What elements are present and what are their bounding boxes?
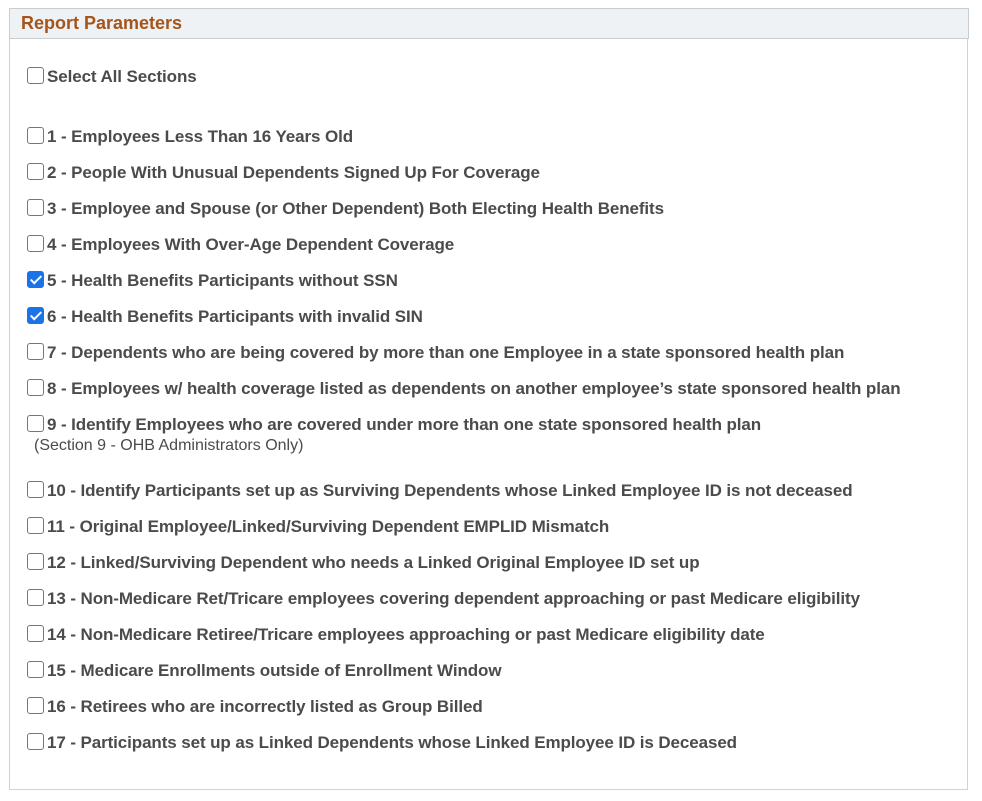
- section-row-17[interactable]: [27, 732, 737, 754]
- section-6-label[interactable]: 6 - Health Benefits Participants with invalid SIN: [47, 307, 423, 326]
- section-4-label[interactable]: 4 - Employees With Over-Age Dependent Coverage: [47, 235, 455, 254]
- select-all-row[interactable]: [27, 66, 197, 88]
- section-row-2[interactable]: [27, 162, 540, 184]
- select-all-label[interactable]: Select All Sections: [47, 67, 197, 86]
- section-2-checkbox[interactable]: [27, 163, 44, 180]
- section-16-checkbox[interactable]: [27, 697, 44, 714]
- section-row-11[interactable]: [27, 516, 609, 538]
- select-all-checkbox[interactable]: [27, 67, 44, 84]
- section-row-6[interactable]: [27, 306, 423, 328]
- section-9-checkbox[interactable]: [27, 415, 44, 432]
- section-7-checkbox[interactable]: [27, 343, 44, 360]
- section-15-label[interactable]: 15 - Medicare Enrollments outside of Enrollment Window: [47, 661, 502, 680]
- section-11-label[interactable]: 11 - Original Employee/Linked/Surviving Dependent EMPLID Mismatch: [47, 517, 610, 536]
- section-row-3[interactable]: [27, 198, 664, 220]
- section-4-checkbox[interactable]: [27, 235, 44, 252]
- section-10-label[interactable]: 10 - Identify Participants set up as Surviving Dependents whose Linked Employee ID is not deceased: [47, 481, 853, 500]
- section-7-label[interactable]: 7 - Dependents who are being covered by more than one Employee in a state sponsored health plan: [47, 343, 845, 362]
- section-14-checkbox[interactable]: [27, 625, 44, 642]
- section-12-label[interactable]: 12 - Linked/Surviving Dependent who needs a Linked Original Employee ID set up: [47, 553, 700, 572]
- section-14-label[interactable]: 14 - Non-Medicare Retiree/Tricare employees approaching or past Medicare eligibility date: [47, 625, 765, 644]
- section-3-checkbox[interactable]: [27, 199, 44, 216]
- section-1-label[interactable]: 1 - Employees Less Than 16 Years Old: [47, 127, 354, 146]
- section-row-4[interactable]: [27, 234, 454, 256]
- section-17-label[interactable]: 17 - Participants set up as Linked Dependents whose Linked Employee ID is Deceased: [47, 733, 737, 752]
- section-row-10[interactable]: [27, 480, 852, 502]
- section-row-5[interactable]: [27, 270, 398, 292]
- section-row-12[interactable]: [27, 552, 700, 574]
- section-8-label[interactable]: 8 - Employees w/ health coverage listed as dependents on another employee’s state sponsored health plan: [47, 379, 901, 398]
- section-1-checkbox[interactable]: [27, 127, 44, 144]
- section-15-checkbox[interactable]: [27, 661, 44, 678]
- section-3-label[interactable]: 3 - Employee and Spouse (or Other Dependent) Both Electing Health Benefits: [47, 199, 664, 218]
- section-5-checkbox[interactable]: [27, 271, 44, 288]
- section-row-14[interactable]: [27, 624, 765, 646]
- section-13-checkbox[interactable]: [27, 589, 44, 606]
- section-row-9[interactable]: [27, 414, 761, 436]
- section-row-15[interactable]: [27, 660, 501, 682]
- section-11-checkbox[interactable]: [27, 517, 44, 534]
- section-row-13[interactable]: [27, 588, 860, 610]
- section-row-16[interactable]: [27, 696, 483, 718]
- section-row-1[interactable]: [27, 126, 353, 148]
- section-2-label[interactable]: 2 - People With Unusual Dependents Signed Up For Coverage: [47, 163, 540, 182]
- section-16-label[interactable]: 16 - Retirees who are incorrectly listed as Group Billed: [47, 697, 483, 716]
- panel-header: [9, 8, 969, 39]
- section-6-checkbox[interactable]: [27, 307, 44, 324]
- section-5-label[interactable]: 5 - Health Benefits Participants without SSN: [47, 271, 398, 290]
- section-10-checkbox[interactable]: [27, 481, 44, 498]
- section-9-note: (Section 9 - OHB Administrators Only): [34, 437, 304, 454]
- section-row-8[interactable]: [27, 378, 900, 400]
- section-9-label[interactable]: 9 - Identify Employees who are covered under more than one state sponsored health plan: [47, 415, 762, 434]
- section-row-7[interactable]: [27, 342, 844, 364]
- section-13-label[interactable]: 13 - Non-Medicare Ret/Tricare employees covering dependent approaching or past Medicare eligibility: [47, 589, 860, 608]
- section-17-checkbox[interactable]: [27, 733, 44, 750]
- panel-title: Report Parameters: [21, 13, 183, 33]
- section-8-checkbox[interactable]: [27, 379, 44, 396]
- section-12-checkbox[interactable]: [27, 553, 44, 570]
